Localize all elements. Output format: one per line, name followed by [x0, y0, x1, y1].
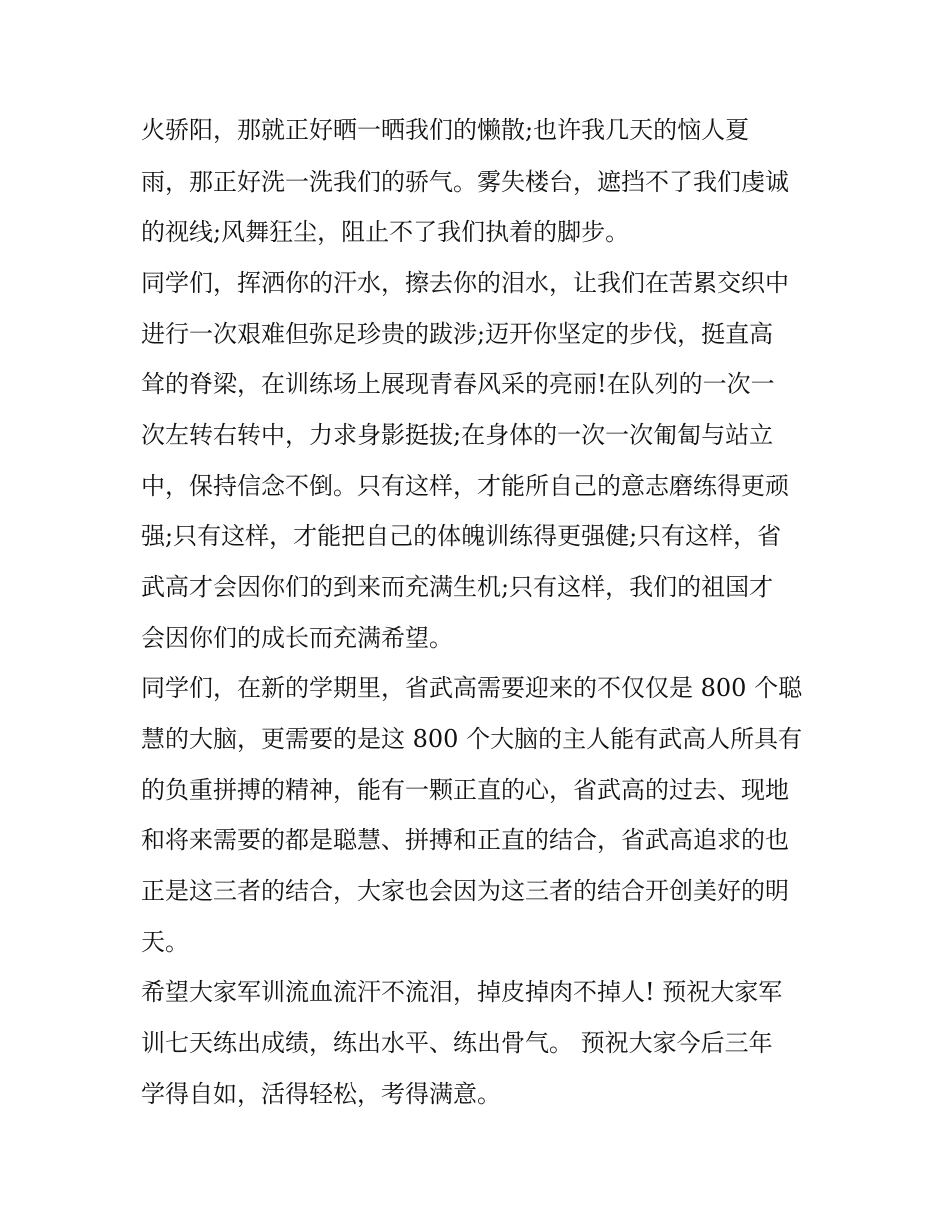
text-line: 雨，那正好洗一洗我们的骄气。雾失楼台，遮挡不了我们虔诚	[141, 168, 789, 196]
text-line: 强;只有这样，才能把自己的体魄训练得更强健;只有这样，省	[141, 522, 782, 550]
text-line: 希望大家军训流血流汗不流泪，掉皮掉肉不掉人! 预祝大家军	[141, 978, 783, 1006]
text-line: 火骄阳，那就正好晒一晒我们的懒散;也许我几天的恼人夏	[141, 116, 750, 144]
text-line: 同学们，在新的学期里，省武高需要迎来的不仅仅是 800 个聪	[141, 674, 803, 702]
text-line: 的负重拼搏的精神，能有一颗正直的心，省武高的过去、现地	[141, 776, 789, 804]
text-line: 同学们，挥洒你的汗水，擦去你的泪水，让我们在苦累交织中	[141, 269, 789, 297]
text-line: 会因你们的成长而充满希望。	[141, 624, 453, 652]
text-line: 的视线;风舞狂尘，阻止不了我们执着的脚步。	[141, 218, 630, 246]
text-line: 训七天练出成绩，练出水平、练出骨气。 预祝大家今后三年	[141, 1029, 773, 1057]
text-line: 武高才会因你们的到来而充满生机;只有这样，我们的祖国才	[141, 573, 774, 601]
text-line: 耸的脊梁，在训练场上展现青春风采的亮丽!在队列的一次一	[141, 370, 775, 398]
text-line: 进行一次艰难但弥足珍贵的跋涉;迈开你坚定的步伐，挺直高	[141, 320, 774, 348]
text-line: 次左转右转中，力求身影挺拔;在身体的一次一次匍匐与站立	[141, 421, 774, 449]
text-line: 和将来需要的都是聪慧、拼搏和正直的结合，省武高追求的也	[141, 826, 789, 854]
text-line: 慧的大脑，更需要的是这 800 个大脑的主人能有武高人所具有	[141, 725, 803, 753]
text-line: 天。	[141, 928, 189, 956]
text-line: 正是这三者的结合，大家也会因为这三者的结合开创美好的明	[141, 877, 789, 905]
text-line: 中，保持信念不倒。只有这样，才能所自己的意志磨练得更顽	[141, 472, 789, 500]
text-line: 学得自如，活得轻松，考得满意。	[141, 1080, 501, 1108]
